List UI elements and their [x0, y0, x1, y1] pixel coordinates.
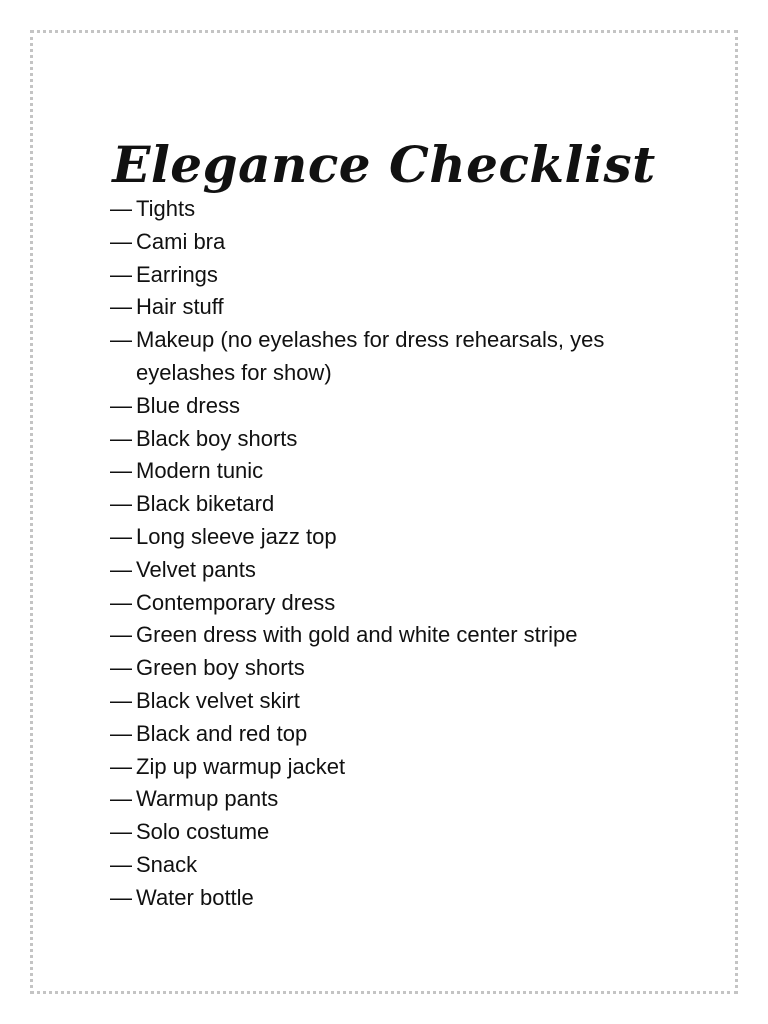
list-item	[110, 423, 670, 456]
item-text: Black velvet skirt	[136, 687, 300, 713]
list-item	[110, 816, 670, 849]
item-text: Snack	[136, 851, 198, 877]
dash: —	[110, 622, 132, 648]
dash: —	[110, 458, 132, 484]
page-title: Elegance Checklist	[112, 134, 656, 194]
list-item	[110, 488, 670, 521]
item-text: Warmup pants	[136, 786, 279, 812]
item-text: Velvet pants	[136, 556, 256, 582]
dash: —	[110, 786, 132, 812]
dash: —	[110, 687, 132, 713]
dash: —	[110, 392, 132, 418]
dash: —	[110, 491, 132, 517]
item-text: Long sleeve jazz top	[136, 523, 337, 549]
list-item	[110, 882, 670, 915]
list-item	[110, 751, 670, 784]
list-item	[110, 259, 670, 292]
dash: —	[110, 228, 132, 254]
dash: —	[110, 556, 132, 582]
item-text: Black biketard	[136, 491, 275, 517]
checklist	[110, 193, 670, 915]
dash: —	[110, 884, 132, 910]
list-item	[110, 554, 670, 587]
item-text: Solo costume	[136, 819, 270, 845]
dash: —	[110, 589, 132, 615]
dash: —	[110, 753, 132, 779]
list-item	[110, 226, 670, 259]
item-text: Water bottle	[136, 884, 254, 910]
dash: —	[110, 294, 132, 320]
item-text: Hair stuff	[136, 294, 224, 320]
dash: —	[110, 851, 132, 877]
list-item	[110, 619, 670, 652]
item-text: Black and red top	[136, 720, 308, 746]
item-text: Black boy shorts	[136, 425, 298, 451]
list-item	[110, 193, 670, 226]
list-item	[110, 291, 670, 324]
item-text: Earrings	[136, 261, 218, 287]
list-item	[110, 849, 670, 882]
list-item	[110, 390, 670, 423]
list-item	[110, 587, 670, 620]
dash: —	[110, 819, 132, 845]
item-text: Modern tunic	[136, 458, 264, 484]
item-text: Cami bra	[136, 228, 226, 254]
dash: —	[110, 425, 132, 451]
list-item	[110, 685, 670, 718]
list-item	[110, 718, 670, 751]
item-text: Blue dress	[136, 392, 240, 418]
item-text: Green boy shorts	[136, 655, 305, 681]
list-item	[110, 521, 670, 554]
item-text: Makeup (no eyelashes for dress rehearsals, yes eyelashes for show)	[136, 327, 605, 385]
list-item	[110, 652, 670, 685]
item-text: Tights	[136, 196, 196, 221]
list-item	[110, 455, 670, 488]
dash: —	[110, 196, 132, 221]
dash: —	[110, 261, 132, 287]
dash: —	[110, 523, 132, 549]
dash: —	[110, 720, 132, 746]
list-item	[110, 324, 670, 390]
dash: —	[110, 655, 132, 681]
item-text: Contemporary dress	[136, 589, 336, 615]
dash: —	[110, 327, 132, 353]
item-text: Zip up warmup jacket	[136, 753, 346, 779]
item-text: Green dress with gold and white center stripe	[136, 622, 578, 648]
list-item	[110, 783, 670, 816]
